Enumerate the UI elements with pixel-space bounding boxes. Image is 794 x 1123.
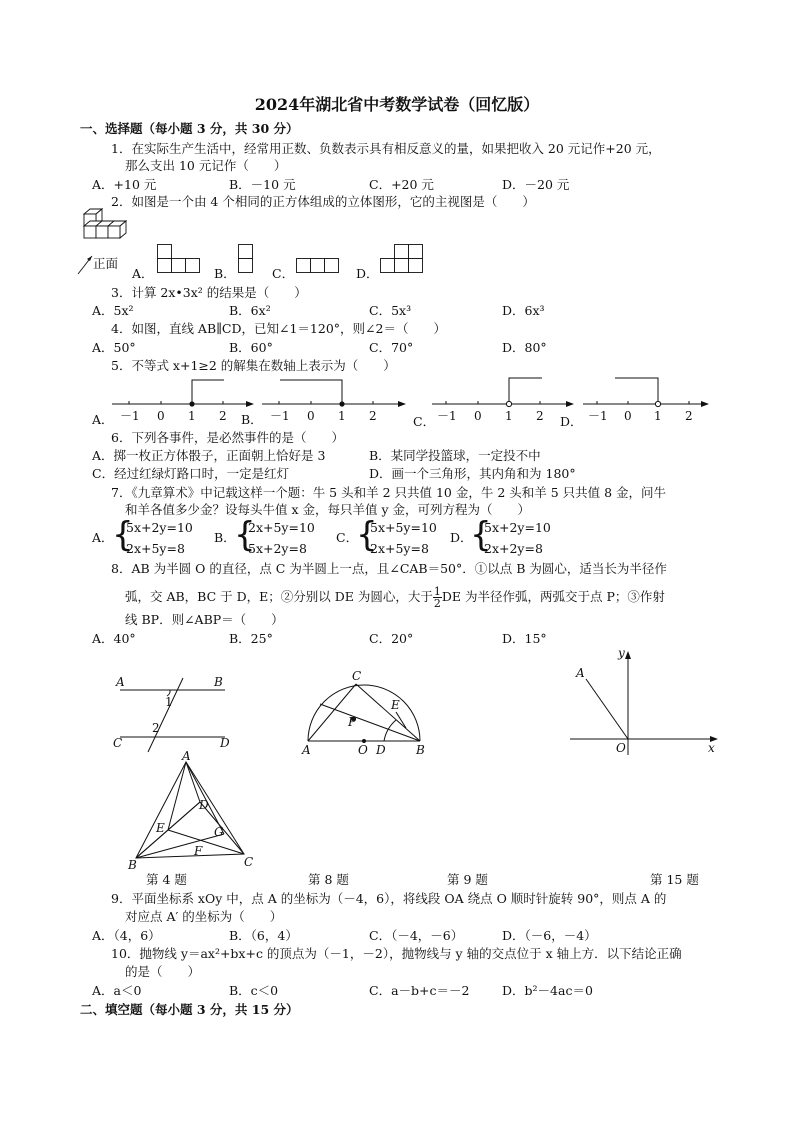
fig8-label-o: O (358, 743, 368, 757)
q5b-tick-neg1: －1 (270, 409, 290, 423)
fig15-caption: 第 15 题 (650, 872, 699, 887)
q9-option-a: A．（4，6） (92, 928, 161, 943)
q7-line1: 7．《九章算术》中记载这样一个题：牛 5 头和羊 2 只共值 10 金，牛 2 头和羊 5 只共值 8 金，问牛 (111, 485, 667, 500)
q1-option-a: A．+10 元 (92, 177, 157, 192)
section-2-heading: 二、填空题（每小题 3 分，共 15 分） (80, 1002, 299, 1017)
q7-option-a: A． (92, 530, 114, 545)
fig15-label-e: E (156, 821, 165, 835)
q7-line2: 和羊各值多少金？设每头牛值 x 金，每只羊值 y 金，可列方程为（ ） (125, 502, 531, 517)
fig15-label-b: B (128, 858, 137, 872)
q5-option-c: C． (413, 414, 436, 429)
fig15-label-c: C (244, 855, 254, 869)
q9-option-d: D．（－6，－4） (502, 928, 597, 943)
q8-fraction (433, 586, 442, 609)
q9-option-b: B．（6，4） (229, 928, 298, 943)
q4-option-d: D．80° (502, 340, 547, 355)
q2-option-c: C． (272, 266, 295, 281)
section-1-heading: 一、选择题（每小题 3 分，共 30 分） (80, 121, 299, 136)
q10-line1: 10．抛物线 y＝ax²+bx+c 的顶点为（－1，－2），抛物线与 y 轴的交点位于 x 轴上方．以下结论正确 (111, 946, 682, 961)
q8-option-b: B．25° (229, 631, 273, 646)
q5d-tick-2: 2 (685, 409, 693, 423)
q8-line2 (125, 586, 665, 609)
q10-option-c: C．a－b+c＝－2 (369, 983, 470, 998)
q4-option-a: A．50° (92, 340, 136, 355)
fig4-label-a: A (116, 675, 125, 689)
q1-line1: 1．在实际生产生活中，经常用正数、负数表示具有相反意义的量，如果把收入 20 元记作+20 元， (111, 141, 661, 156)
fig4-caption: 第 4 题 (146, 872, 187, 887)
q10-option-a: A．a＜0 (92, 983, 142, 998)
q4-option-b: B．60° (229, 340, 273, 355)
q5-number-line-c (432, 372, 577, 427)
q5-number-line-b (262, 372, 412, 427)
fig8-label-d: D (376, 743, 386, 757)
q10-option-b: B．c＜0 (229, 983, 279, 998)
fig15-label-g: G (214, 825, 224, 839)
q3-option-d: D．6x³ (502, 303, 545, 318)
fig9-coordinate-axes (566, 645, 726, 760)
q7-option-b: B． (214, 530, 236, 545)
fig8-label-c: C (352, 669, 362, 683)
q8-line2-text: 弧，交 AB，BC 于 D，E；②分别以 DE 为圆心，大于 (125, 589, 433, 604)
q1-option-b: B．－10 元 (229, 177, 296, 192)
q7-option-c: C． (336, 530, 359, 545)
page-title: 2024年湖北省中考数学试卷（回忆版） (254, 95, 540, 114)
fig4-angle-1: 1 (165, 695, 173, 709)
q8-option-d: D．15° (502, 631, 547, 646)
q6-option-d: D．画一个三角形，其内角和为 180° (369, 466, 576, 481)
q8-option-c: C．20° (369, 631, 414, 646)
q5-option-d: D． (560, 414, 583, 429)
q3-stem: 3．计算 2x•3x² 的结果是（ ） (111, 285, 307, 300)
q2-option-c-view (296, 258, 346, 276)
fig15-label-a: A (182, 749, 191, 763)
q7-option-d: D． (450, 530, 473, 545)
q4-option-c: C．70° (369, 340, 414, 355)
q6-option-b: B．某同学投篮球，一定投不中 (369, 448, 541, 463)
q7-a-eq1: 5x+2y=10 (126, 520, 193, 535)
q4-stem: 4．如图，直线 AB∥CD，已知∠1＝120°，则∠2＝（ ） (111, 321, 446, 336)
q8-line3: 线 BP．则∠ABP＝（ ） (125, 612, 284, 627)
q5a-tick-neg1: －1 (120, 409, 140, 423)
q5b-tick-2: 2 (369, 409, 377, 423)
fig15-label-f: F (194, 844, 203, 858)
q9-line1: 9．平面坐标系 xOy 中，点 A 的坐标为（－4，6），将线段 OA 绕点 O 顺时针旋转 90°，则点 A 的 (111, 891, 667, 906)
q5c-tick-2: 2 (536, 409, 544, 423)
fig8-label-a: A (302, 743, 311, 757)
q5a-tick-0: 0 (157, 409, 165, 423)
q2-option-d: D． (356, 266, 379, 281)
q5c-tick-1: 1 (505, 409, 513, 423)
q7-b-eq2: 5x+2y=8 (248, 541, 307, 556)
fig8-semicircle (298, 668, 438, 758)
q2-option-a: A． (132, 266, 154, 281)
q5c-tick-0: 0 (474, 409, 482, 423)
fig8-label-e: E (391, 698, 400, 712)
q6-option-c: C．经过红绿灯路口时，一定是红灯 (92, 466, 290, 481)
q5-option-a: A． (92, 412, 114, 427)
q2-option-d-view (380, 244, 430, 276)
q7-a-brace: { (112, 515, 134, 555)
q5a-tick-1: 1 (188, 409, 196, 423)
q7-d-eq1: 5x+2y=10 (484, 520, 551, 535)
fig9-label-o: O (616, 741, 626, 755)
q5-number-line-a (112, 372, 257, 427)
fig9-label-a: A (576, 666, 585, 680)
fig8-label-b: B (416, 743, 425, 757)
q5d-tick-0: 0 (624, 409, 632, 423)
fig4-label-d: D (220, 736, 230, 750)
q5a-tick-2: 2 (219, 409, 227, 423)
q5-stem: 5．不等式 x+1≥2 的解集在数轴上表示为（ ） (111, 358, 396, 373)
q8-frac-den: 2 (433, 597, 441, 610)
q7-b-eq1: 2x+5y=10 (248, 520, 315, 535)
q6-stem: 6．下列各事件，是必然事件的是（ ） (111, 430, 344, 445)
q10-line2: 的是（ ） (125, 964, 201, 979)
fig4-angle-2: 2 (152, 721, 160, 735)
fig8-label-p: P (348, 715, 357, 729)
q3-option-b: B．6x² (229, 303, 271, 318)
q5c-tick-neg1: －1 (437, 409, 457, 423)
q10-option-d: D．b²－4ac＝0 (502, 983, 593, 998)
q7-d-eq2: 2x+2y=8 (484, 541, 543, 556)
fig9-label-y: y (618, 646, 625, 660)
fig9-label-x: x (708, 741, 715, 755)
q2-option-b-view (238, 244, 258, 276)
q9-line2: 对应点 A′ 的坐标为（ ） (125, 909, 283, 924)
q2-option-a-view (157, 244, 207, 276)
fig4-parallel-lines (110, 670, 240, 755)
fig9-caption: 第 9 题 (447, 872, 488, 887)
q8-frac-num: 1 (433, 585, 441, 598)
q7-b-brace: { (234, 515, 256, 555)
q7-c-eq2: 2x+5y=8 (370, 541, 429, 556)
fig4-label-c: C (113, 736, 123, 750)
q5d-tick-neg1: －1 (588, 409, 608, 423)
q5-number-line-d (583, 372, 718, 427)
q2-stem: 2．如图是一个由 4 个相同的正方体组成的立体图形，它的主视图是（ ） (111, 194, 535, 209)
q8-line1: 8．AB 为半圆 O 的直径，点 C 为半圆上一点，且∠CAB＝50°．①以点 B 为圆心，适当长为半径作 (111, 561, 667, 576)
q1-option-d: D．－20 元 (502, 177, 570, 192)
q6-option-a: A．掷一枚正方体骰子，正面朝上恰好是 3 (92, 448, 326, 463)
q5b-tick-0: 0 (307, 409, 315, 423)
q8-line2b-text: DE 为半径作弧，两弧交于点 P；③作射 (441, 589, 665, 604)
q7-d-brace: { (470, 515, 492, 555)
q7-c-eq1: 5x+5y=10 (370, 520, 437, 535)
fig4-label-b: B (214, 675, 223, 689)
q3-option-a: A．5x² (92, 303, 134, 318)
q7-a-eq2: 2x+5y=8 (126, 541, 185, 556)
q2-front-label: 正面 (93, 256, 119, 271)
q8-option-a: A．40° (92, 631, 136, 646)
q3-option-c: C．5x³ (369, 303, 412, 318)
q2-option-b: B． (214, 266, 236, 281)
fig8-caption: 第 8 题 (308, 872, 349, 887)
q5b-tick-1: 1 (338, 409, 346, 423)
q1-option-c: C．+20 元 (369, 177, 434, 192)
fig15-triangle (126, 749, 261, 872)
q1-line2: 那么支出 10 元记作（ ） (125, 158, 287, 173)
q7-c-brace: { (356, 515, 378, 555)
q5d-tick-1: 1 (654, 409, 662, 423)
q9-option-c: C．（－4，－6） (369, 928, 464, 943)
q5-option-b: B． (241, 412, 263, 427)
fig15-label-d: D (199, 798, 209, 812)
